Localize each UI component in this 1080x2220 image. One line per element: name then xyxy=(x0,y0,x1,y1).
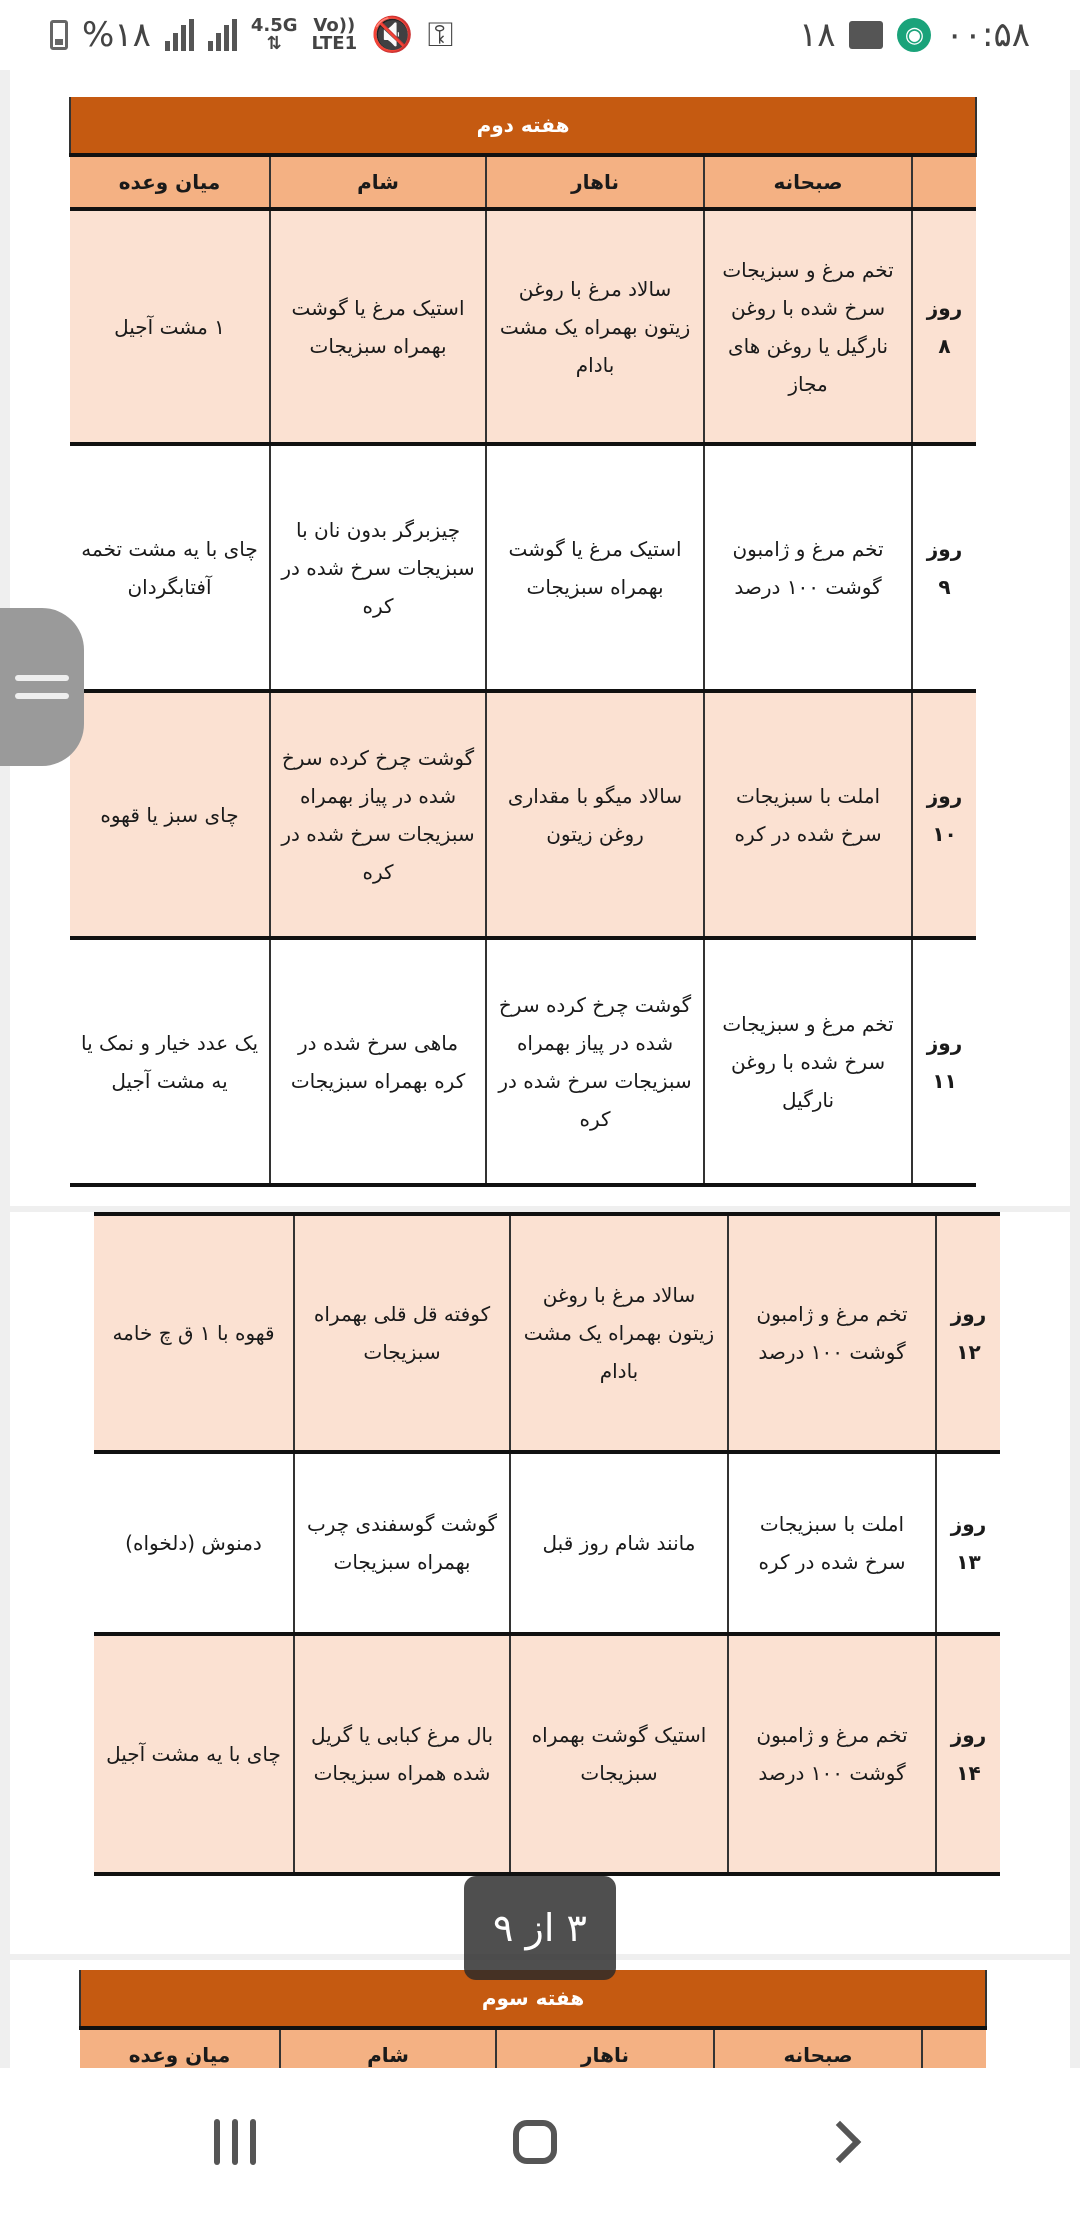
notification-count: ۱۸ xyxy=(798,15,836,55)
breakfast-cell: تخم مرغ و ژامبون گوشت ۱۰۰ درصد xyxy=(728,1214,936,1452)
volte-indicator: Vo)) LTE1 xyxy=(311,15,358,54)
home-button[interactable] xyxy=(475,2106,595,2178)
back-icon xyxy=(819,2121,861,2163)
dinner-cell: بال مرغ کبابی یا گریل شده همراه سبزیجات xyxy=(294,1634,510,1874)
lunch-cell: گوشت چرخ کرده سرخ شده در پیاز بهمراه سبزیجات سرخ شده در کره xyxy=(486,938,704,1185)
dinner-header: شام xyxy=(270,155,486,209)
key-icon: ⚿ xyxy=(427,15,454,55)
status-bar xyxy=(0,0,1080,70)
week-title: هفته دوم xyxy=(70,97,976,155)
breakfast-cell: تخم مرغ و ژامبون گوشت ۱۰۰ درصد xyxy=(704,444,912,691)
breakfast-header: صبحانه xyxy=(714,2028,922,2068)
lunch-cell: سالاد میگو با مقداری روغن زیتون xyxy=(486,691,704,938)
table-row xyxy=(70,691,976,938)
signal-icon-2 xyxy=(208,19,237,51)
battery-percent: %۱۸ xyxy=(82,15,151,55)
breakfast-cell: تخم مرغ و سبزیجات سرخ شده با روغن نارگیل یا روغن های مجاز xyxy=(704,209,912,444)
signal-icon xyxy=(165,19,194,51)
recent-apps-button[interactable] xyxy=(175,2106,295,2178)
snack-header: میان وعده xyxy=(70,155,270,209)
week-title: هفته سوم xyxy=(80,1970,986,2028)
week2-continued-table xyxy=(94,1212,1000,1876)
snack-cell: چای با یه مشت آجیل xyxy=(94,1634,294,1874)
lunch-header: ناهار xyxy=(486,155,704,209)
clock: ۰۰:۵۸ xyxy=(945,15,1030,55)
document-page xyxy=(10,1212,1070,1954)
week2-table xyxy=(69,97,977,1187)
breakfast-cell: تخم مرغ و ژامبون گوشت ۱۰۰ درصد xyxy=(728,1634,936,1874)
snack-cell: یک عدد خیار و نمک یا یه مشت آجیل xyxy=(70,938,270,1185)
table-row xyxy=(70,209,976,444)
table-row xyxy=(94,1634,1000,1874)
document-page xyxy=(10,70,1070,1206)
day-header xyxy=(912,155,976,209)
battery-icon xyxy=(50,20,68,50)
home-icon xyxy=(513,2120,557,2164)
pdf-viewer[interactable] xyxy=(0,70,1080,2068)
dinner-cell: گوشت گوسفندی چرب بهمراه سبزیجات xyxy=(294,1452,510,1634)
day-cell: روز ۸ xyxy=(912,209,976,444)
dinner-cell: چیزبرگر بدون نان با سبزیجات سرخ شده در کره xyxy=(270,444,486,691)
dinner-header: شام xyxy=(280,2028,496,2068)
back-button[interactable] xyxy=(780,2106,900,2178)
breakfast-cell: املت با سبزیجات سرخ شده در کره xyxy=(704,691,912,938)
week3-table xyxy=(79,1970,987,2068)
day-cell: روز ۱۳ xyxy=(936,1452,1000,1634)
day-header xyxy=(922,2028,986,2068)
status-right xyxy=(799,15,1030,55)
lunch-cell: استیک مرغ یا گوشت بهمراه سبزیجات xyxy=(486,444,704,691)
snack-header: میان وعده xyxy=(80,2028,280,2068)
network-type: 4.5G ⇅ xyxy=(250,15,298,54)
day-cell: روز ۱۱ xyxy=(912,938,976,1185)
page-indicator: ۳ از ۹ xyxy=(464,1876,616,1980)
snack-cell: چای با یه مشت تخمه آفتابگردان xyxy=(70,444,270,691)
breakfast-header: صبحانه xyxy=(704,155,912,209)
lunch-cell: مانند شام روز قبل xyxy=(510,1452,728,1634)
breakfast-cell: تخم مرغ و سبزیجات سرخ شده با روغن نارگیل xyxy=(704,938,912,1185)
dinner-cell: استیک مرغ یا گوشت بهمراه سبزیجات xyxy=(270,209,486,444)
table-row xyxy=(94,1214,1000,1452)
day-cell: روز ۱۰ xyxy=(912,691,976,938)
snack-cell: دمنوش (دلخواه) xyxy=(94,1452,294,1634)
status-left xyxy=(50,15,453,55)
navigation-bar xyxy=(0,2068,1080,2220)
lunch-header: ناهار xyxy=(496,2028,714,2068)
snack-cell: چای سبز یا قهوه xyxy=(70,691,270,938)
image-icon xyxy=(849,21,883,49)
dinner-cell: ماهی سرخ شده در کره بهمراه سبزیجات xyxy=(270,938,486,1185)
mute-icon: 🔇 xyxy=(371,15,414,55)
lunch-cell: سالاد مرغ با روغن زیتون بهمراه یک مشت بادام xyxy=(486,209,704,444)
dinner-cell: گوشت چرخ کرده سرخ شده در پیاز بهمراه سبزیجات سرخ شده در کره xyxy=(270,691,486,938)
snack-cell: ۱ مشت آجیل xyxy=(70,209,270,444)
lunch-cell: استیک گوشت بهمراه سبزیجات xyxy=(510,1634,728,1874)
breakfast-cell: املت با سبزیجات سرخ شده در کره xyxy=(728,1452,936,1634)
scroll-handle-icon[interactable] xyxy=(0,608,84,766)
app-notification-icon: ◉ xyxy=(897,18,931,52)
table-row xyxy=(94,1452,1000,1634)
day-cell: روز ۱۲ xyxy=(936,1214,1000,1452)
lunch-cell: سالاد مرغ با روغن زیتون بهمراه یک مشت بادام xyxy=(510,1214,728,1452)
dinner-cell: کوفته قل قلی بهمراه سبزیجات xyxy=(294,1214,510,1452)
recent-apps-icon xyxy=(214,2119,256,2165)
day-cell: روز ۱۴ xyxy=(936,1634,1000,1874)
day-cell: روز ۹ xyxy=(912,444,976,691)
table-row xyxy=(70,444,976,691)
snack-cell: قهوه با ۱ ق چ خامه xyxy=(94,1214,294,1452)
table-row xyxy=(70,938,976,1185)
